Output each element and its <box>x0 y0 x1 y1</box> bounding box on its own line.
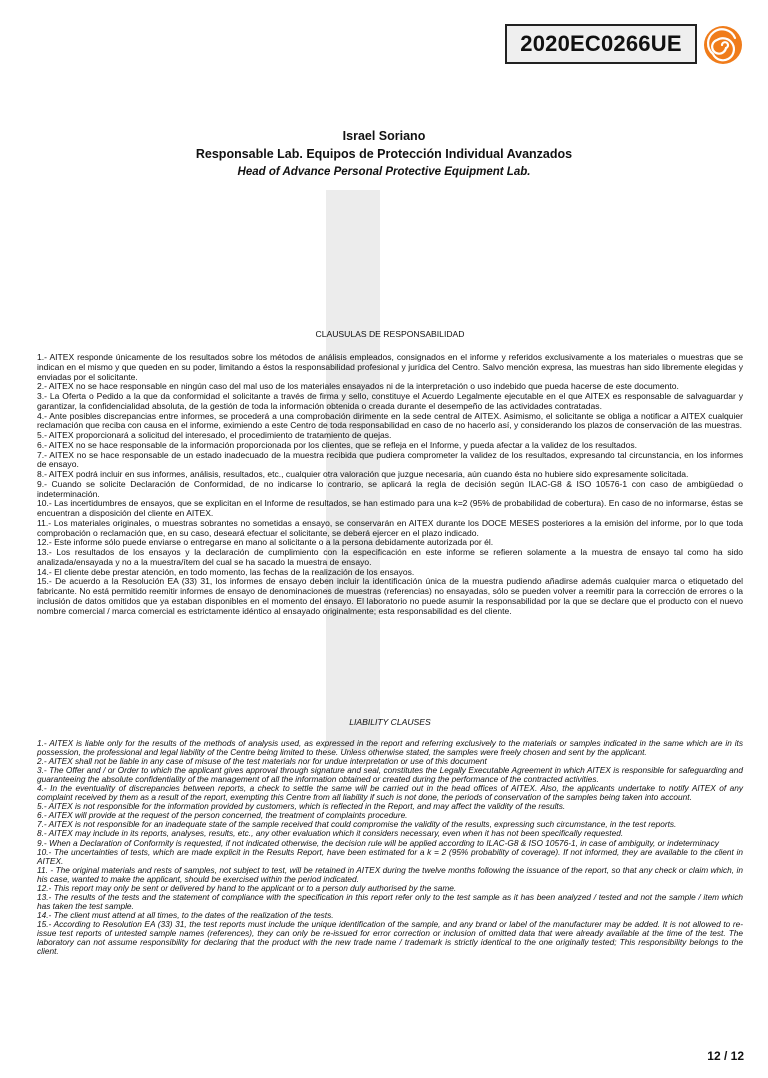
clauses-es-title: CLAUSULAS DE RESPONSABILIDAD <box>315 329 465 339</box>
clause-es-11: 11.- Los materiales originales, o muestras sobrantes no sometidas a ensayo, se conservarán en AITEX durante los DOCE MESES posteriores a la emisión del informe, por lo que toda comprobación o reclamación que, en su caso, deseará efectuar el solicitante, se deberá ejercer en el plazo indicado. <box>37 517 743 538</box>
clause-en-7: 7.- AITEX is not responsible for an inadequate state of the sample received that could compromise the validity of the results, expressing such circumstance, in the test reports. <box>37 819 677 830</box>
clause-es-2: 2.- AITEX no se hace responsable en ningún caso del mal uso de los materiales ensayados ni de la interpretación o uso indebido que pueda hacerse de este documento. <box>37 381 679 392</box>
signature-block <box>0 127 768 181</box>
clause-es-13: 13.- Los resultados de los ensayos y la declaración de cumplimiento con la especificación en este informe se refieren solamente a la muestra de ensayo tal como ha sido analizada/ensayada y no a la muestra/ítem del cual se ha sacado la muestra de ensayo. <box>37 547 743 567</box>
signatory-role-en: Head of Advance Personal Protective Equipment Lab. <box>237 166 531 178</box>
page-number: 12 / 12 <box>707 1049 744 1063</box>
clause-en-1: 1.- AITEX is liable only for the results of the methods of analysis used, as expressed in the report and referring exclusively to the materials or samples indicated in the same which are in its possession, the professional and legal liability of the Centre being limited to these. Unless otherwise stated, the samples were freely chosen and sent by the applicant. <box>37 738 743 758</box>
clause-es-3: 3.- La Oferta o Pedido a la que da conformidad el solicitante a través de firma y sello, constituye el Acuerdo Legalmente ejecutable en el que AITEX es responsable de salvaguardar y garantizar, la confidencialidad absoluta, de la gestión de toda la información obtenida o creada durante el desempeño de las actividades contratadas. <box>37 391 743 411</box>
clause-es-12: 12.- Este informe sólo puede enviarse o entregarse en mano al solicitante o a la persona debidamente autorizada por él. <box>37 537 494 548</box>
clause-en-4: 4.- In the eventuality of discrepancies between reports, a check to settle the same will be carried out in the head offices of AITEX. Also, the applicants undertake to notify AITEX of any complaint received by them as a result of the report, exempting this Centre from all liability if such is not done, the periods of conservation of the samples being taken into account. <box>37 783 743 803</box>
clause-en-8: 8.- AITEX may include in its reports, analyses, results, etc., any other evaluation which it considers necessary, even when it has not been specifically requested. <box>37 828 624 839</box>
clauses-en-title: LIABILITY CLAUSES <box>349 717 431 727</box>
report-code: 2020EC0266UE <box>505 24 697 64</box>
clause-en-11: 11. - The original materials and rests of samples, not subject to test, will be retained in AITEX during the twelve months following the issuance of the report, so that any check or claim which, in his case, wanted to make the applicant, should be exercised within the period indicated. <box>37 864 743 884</box>
clause-en-5: 5.- AITEX is not responsible for the information provided by customers, which is reflected in the Report, and may affect the validity of the results. <box>37 801 566 812</box>
clause-en-10: 10.- The uncertainties of tests, which are made explicit in the Results Report, have been estimated for a k = 2 (95% probability of coverage). If not informed, they are available to the client in AITEX. <box>37 846 743 866</box>
clause-es-10: 10.- Las incertidumbres de ensayos, que se explicitan en el Informe de resultados, se han estimado para una k=2 (95% de probabilidad de cobertura). En caso de no informarse, éstas se encuentran a disposición del cliente en AITEX. <box>37 498 743 518</box>
clause-es-6: 6.- AITEX no se hace responsable de la información proporcionada por los clientes, que se refleja en el Informe, y pueda afectar a la validez de los resultados. <box>37 439 638 450</box>
clause-es-1: 1.- AITEX responde únicamente de los resultados sobre los métodos de análisis empleados, consignados en el informe y referidos exclusivamente a los materiales o muestras que se indican en el mismo y que queden en su poder, limitando a éstos la responsabilidad profesional y jurídica del Centro. Salvo mención expresa, las muestras han sido libremente elegidas y enviadas por el solicitante. <box>37 352 743 382</box>
clause-en-2: 2.- AITEX shall not be liable in any case of misuse of the test materials nor for undue interpretation or use of this document <box>37 756 487 767</box>
clause-es-14: 14.- El cliente debe prestar atención, en todo momento, las fechas de la realización de los ensayos. <box>37 566 415 577</box>
clause-en-6: 6.- AITEX will provide at the request of the person concerned, the treatment of complaints procedure. <box>37 810 408 821</box>
clause-es-9: 9.- Cuando se solicite Declaración de Conformidad, de no indicarse lo contrario, se aplicará la regla de decisión según ILAC-G8 & ISO 10576-1 con caso de ambigüedad o indeterminación. <box>37 478 743 499</box>
clauses-en-section <box>37 717 743 956</box>
clause-en-12: 12.- This report may only be sent or delivered by hand to the applicant or to a person duly authorised by the same. <box>37 882 457 893</box>
clause-en-9: 9.- When a Declaration of Conformity is requested, if not indicated otherwise, the decision rule will be applied according to ILAC-G8 & ISO 10576-1, in case of ambiguity, or indeterminacy <box>37 837 719 848</box>
clause-es-7: 7.- AITEX no se hace responsable de un estado inadecuado de la muestra recibida que pudiera comprometer la validez de los resultados, expresando tal circunstancia, en los informes de ensayo. <box>37 449 743 470</box>
clause-en-3: 3.- The Offer and / or Order to which the applicant gives approval through signature and seal, constitutes the Legally Executable Agreement in which AITEX is responsible for safeguarding and guaranteeing the absolute confidentiality of the management of all the information obtained or created during the performance of the contracted activities. <box>37 765 743 785</box>
clause-es-15: 15.- De acuerdo a la Resolución EA (33) 31, los informes de ensayo deben incluir la identificación única de la muestra pudiendo añadirse además cualquier marca o etiquetado del fabricante. No está permitido reemitir informes de ensayo de denominaciones de muestras (referencias) no ensayadas, sólo se pueden volver a reemitir para la corrección de errores o la inclusión de datos omitidos que ya estaban disponibles en el momento del ensayo. El laboratorio no puede asumir la responsabilidad por la que se declare que el producto con el nuevo nombre comercial / marca comercial es estrictamente idéntico al ensayado originalmente; esta responsabilidad es del cliente. <box>37 576 743 616</box>
clause-es-8: 8.- AITEX podrá incluir en sus informes, análisis, resultados, etc., cualquier otra valoración que juzgue necesaria, aún cuando ésta no hubiere sido expresamente solicitada. <box>37 469 689 479</box>
signatory-name: Israel Soriano <box>342 129 426 143</box>
clauses-es-section <box>37 329 743 616</box>
signatory-role-es: Responsable Lab. Equipos de Protección Individual Avanzados <box>195 147 573 161</box>
clause-es-4: 4.- Ante posibles discrepancias entre informes, se procederá a una comprobación dirimente en la sede central de AITEX. Asimismo, el solicitante se obliga a notificar a AITEX cualquier reclamación que reciba con causa en el informe, eximiendo a este Centro de toda responsabilidad en caso de no hacerlo así, y considerando los plazos de conservación de las muestras. <box>37 410 743 431</box>
clause-en-13: 13.- The results of the tests and the statement of compliance with the specification in this report refer only to the test sample as it has been analyzed / tested and not the sample / item which has taken the test sample. <box>37 891 743 911</box>
clause-en-14: 14.- The client must attend at all times, to the dates of the realization of the tests. <box>37 909 334 920</box>
clause-es-5: 5.- AITEX proporcionará a solicitud del interesado, el procedimiento de tratamiento de quejas. <box>37 430 392 440</box>
spiral-logo-icon <box>703 25 743 65</box>
clause-en-15: 15.- According to Resolution EA (33) 31, the test reports must include the unique identification of the sample, and any brand or label of the manufacturer may be added. It is not allowed to re-issue test reports of untested sample names (references), they can only be re-issued for error correction or inclusion of omitted data that were already available at the time of the test. The laboratory can not assume responsibility for declaring that the product with the new trade name / trademark is strictly identical to the one originally tested; This responsibility belongs to the client. <box>37 918 743 957</box>
